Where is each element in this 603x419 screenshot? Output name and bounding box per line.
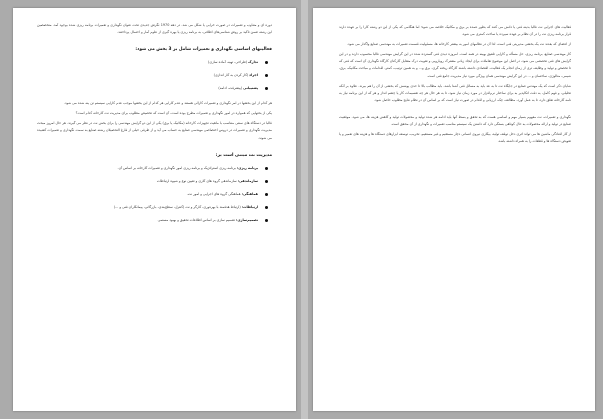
list-item xyxy=(37,72,272,79)
list-item-detail: (کار کردن به کار اندازی) xyxy=(213,73,249,78)
bullet-icon xyxy=(265,74,268,77)
list-item-detail: هماهنگی گروه های اجرایی و امور نت. xyxy=(186,191,241,196)
list-item-detail: (ارتباط هدفمند با بهره‌وری، کارگر و نت (کنترل، سطح‌بندی، بازرگانی، پیمانکاران فنی و ...) xyxy=(113,204,241,209)
list-item-term: سازماندهی: xyxy=(237,178,258,183)
list-item-detail: سازماندهی گروه های کاری و تعیین نوع و شیوه ارتباطات xyxy=(156,178,237,183)
body-paragraph: غالبا در دستگاه های سنتی متناسب با ماهیت تجهیزات کارخانه (مکانیک یا برق) یکی از این دو گرایش مهندسی را برای بخش نت در نظر می گیرند. هر حال امروز مبحث مدیریت نگهداری و تعمیرات در دروس اختصاصی مهندسی صنایع به حساب می آید و از طرفی خیلی از فارغ التحصیلان رشته صنایع به سمت نگهداری و تعمیرات کشیده می شوند. xyxy=(37,121,272,140)
body-paragraph: از کار افتادگی ماشین ها می تواند اثری دخل توقف تولید، بیکاری نیروی انسانی دچار مستقیم و غیر مستقیم، تخریب، توسعه ابزارهای دستگاه ها و هزینه های تعمیر و یا تعویض دستگاه ها و قطعات را به همراه داشته باشد. xyxy=(339,132,571,144)
page-gutter xyxy=(301,0,308,419)
bullet-icon xyxy=(265,193,268,196)
list-item-term: ارتباطات: xyxy=(241,204,258,209)
list-item-detail: (پیشرفت، ادامه) xyxy=(218,86,243,91)
activities-list xyxy=(37,59,272,92)
body-paragraph: هر کدام از این بخشها در امر نگهداری و تعمیرات کارائی هستند و عدم کارایی هر کدام از این بخشها موجب عدم کارایی سیستم تن ینه شده می شود. xyxy=(63,101,272,106)
list-item xyxy=(37,178,272,185)
list-item xyxy=(37,217,272,224)
list-item xyxy=(37,165,272,172)
list-item-term: برنامه ریزی: xyxy=(236,165,258,170)
list-item-term: تصمیم‌سازی: xyxy=(236,217,258,222)
list-item-detail: برنامه ریزی استراتژیک و برنامه ریزی امور نگهداری و تعمیرات کارخانه بر اساس آن. xyxy=(117,165,236,170)
body-paragraph: فعالیت های اجرایی نت غالبا بدینه فنی یا دانش می کنند که بطور عمده بر برق و مکانیک خلاصه می شود؛ اما هنگامی که یکی از این دو رشته کارا را بر عهده دارند قرار برنامه ریزی نت را در آن نظام بر عهده سپرده یا ساخت کمتری می شود. xyxy=(339,25,571,37)
list-item-detail: (طراحی، تهیه، آماده سازی) xyxy=(208,60,248,65)
document-page-right xyxy=(313,8,595,411)
bullet-icon xyxy=(265,87,268,90)
bullet-icon xyxy=(265,219,268,222)
body-paragraph: نگهداری و تعمیرات، نت مفهوم بسیار مهم و اساسی هست که به تحقق و بسط آنها باید ادامه هر شده تولید و محصولات تولید و کاهش هزینه ها، می شود. موفقیت صنایع در تولید و ارائه محصولات به حال کوتاهی بستگی دارد که داشتن یک سیستم مناسب تعمیرات و نگهداری از آن محقق است. xyxy=(339,114,571,127)
intro-paragraph: دوره ای و متناوب و تعمیرات در صورت خرابی یا شکل می شد. در دهه 1970 نگرش جدیدی تحت عنوان نگهداری و تعمیرات برنامه ریزی شده بوجود آمد. متخصصین این رشته ضمن تاکید بر روش شناسی‌های اطلاتی، به برنامه ریزی یا بهره گیری از علوم آمار و احتمال پرداختند. xyxy=(37,23,272,35)
list-item xyxy=(37,59,272,66)
list-item-term: اجراء xyxy=(249,73,258,78)
section-heading-activities: فعالیتهای اساسی نگهداری و تعمیرات شامل بر 3 بخش می شود: xyxy=(135,47,272,53)
bullet-icon xyxy=(265,180,268,183)
list-item-term: پشتیبانی xyxy=(243,86,258,91)
list-item xyxy=(37,191,272,198)
body-paragraph: از اعضای که بعدند نت یک بخشی مدیریتی فنی است، لذا آن در نظامهای امور به بیشتر کارخانه ها، مسئولیت قسمت تعمیرات به مهندسی صنایع واگذار می شود. xyxy=(346,42,571,47)
body-paragraph: شایان ذکر است که یک مهندس صنایع در جایگاه نت تا به عد باید به مسائل فنی آشنا باشد، باید مطالب بالا تا حدی پوشش که بخشی از آن را هم ببرند. علاوه بر آنکه تحلیلی، و فهم کامل، به دقت اتکاپذیر به برای ساختار نرم‌افزار در مورد زمان نیاز شود، تا به هر حال هر چه تقسیمات کار یا چشم انداز و هر که از این برنامه نیاز به نامه کارخانه تعلق دارد، تا به عمل آورد، مطالعه، چک، ارزیابی و اقدام در صورت نیاز است که بر اساس آن در نظام نتایج مطلوب حاصل شود. xyxy=(339,83,571,102)
body-paragraph: کار مهندسی صنایع، برنامه ریزی، حل مسأله و کارایی تلفیق بهینه در همه است. امروزه دیدی فنی گسترده شده در این گرایش مهندسی غالبا محسوب دارند و در این گرایش های فنی تخصصی می شود، در اصل این موضوع تعاملات برای ایجاد زبانی مشترک رویارویی و تقویت درک متقابل کارکنان کارگاه نگهداری آن است که فنی که تا تخصص و تولید و وظایف تری از زمان انجام یک فعالیت، اقتصادی داشته باشند کارگاه ریخته گری، برق و... و به همین ترتیب، کمتر، اقدامات و مباحث مکانیک، برق، شیمی، متالوژی، ساختمان و ... در این گرایش مهندسی همان ویژگی مورد نیاز مدیریت جامع فنی است. xyxy=(339,52,571,78)
management-list xyxy=(37,165,272,224)
section-heading-management: مدیریت نت مبتنی است بر: xyxy=(215,152,272,158)
document-page-left xyxy=(13,8,296,411)
list-item xyxy=(37,85,272,92)
list-item-term: تدارک xyxy=(248,60,258,65)
list-item-term: هماهنگی: xyxy=(241,191,258,196)
bullet-icon xyxy=(265,206,268,209)
bullet-icon xyxy=(265,61,268,64)
list-item xyxy=(37,204,272,211)
list-item-detail: تصمیم سازی بر اساس اطلاعات تحقیق و بهبود مستمر. xyxy=(157,217,235,222)
body-paragraph: یکی از بحثهایی که همواره در امور نگهداری و تعمیرات مطرح بوده است، آن است که تخصیص مطلوب برای مدیریت نت کارخانه کدام است؟ xyxy=(75,111,272,116)
bullet-icon xyxy=(265,167,268,170)
